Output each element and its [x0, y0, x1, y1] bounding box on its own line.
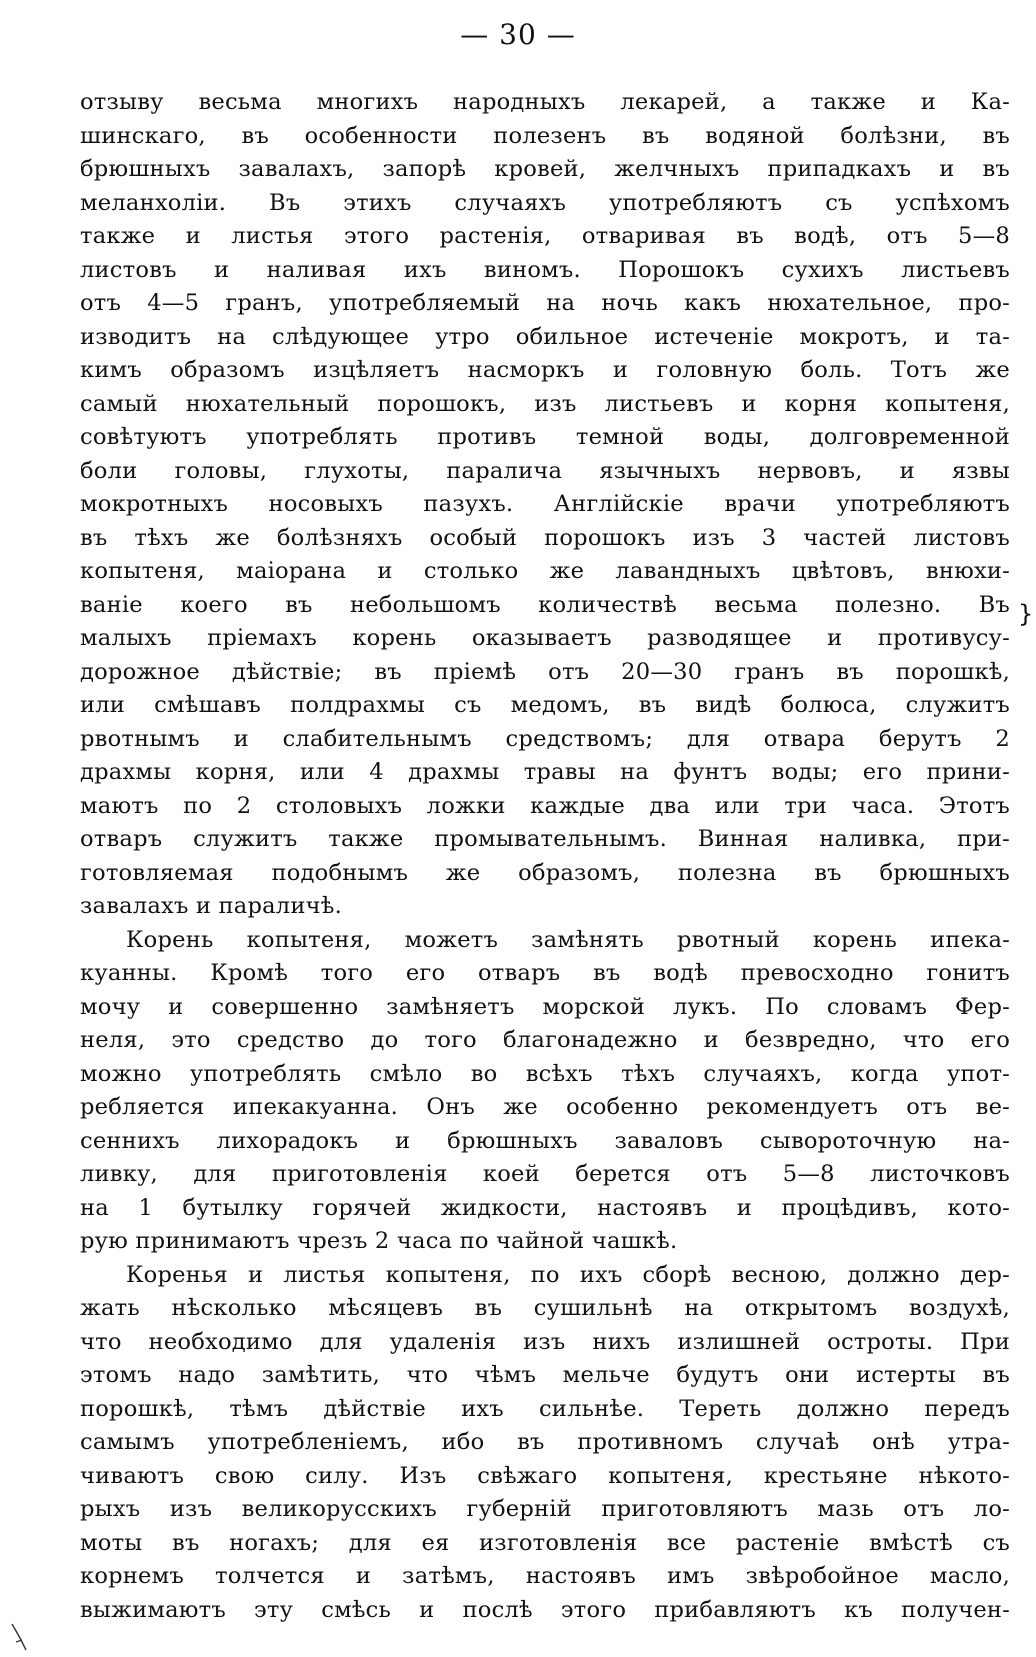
margin-bracket-mark: }	[1018, 600, 1034, 628]
text-line: ливку, для приготовленія коей берется отъ 5—8 листочковъ	[80, 1161, 1010, 1187]
text-line: порошкѣ, тѣмъ дѣйствіе ихъ сильнѣе. Тереть должно передъ	[80, 1395, 1010, 1422]
text-line: мокротныхъ носовыхъ пазухъ. Англійскіе врачи употребляютъ	[80, 491, 1010, 517]
text-line: драхмы корня, или 4 драхмы травы на фунтъ воды; его прини-	[80, 759, 1010, 785]
text-line: ребляется ипекакуанна. Онъ же особенно рекомендуетъ отъ ве-	[80, 1094, 1010, 1120]
text-line: рыхъ изъ великорусскихъ губерній приготовляютъ мазь отъ ло-	[80, 1496, 1010, 1522]
text-line: совѣтуютъ употреблять противъ темной воды, долговременной	[80, 424, 1010, 450]
text-line: на 1 бутылку горячей жидкости, настоявъ и процѣдивъ, кото-	[80, 1194, 1010, 1221]
text-line: въ тѣхъ же болѣзняхъ особый порошокъ изъ 3 частей листовъ	[80, 524, 1010, 551]
page-number: — 30 —	[460, 18, 576, 51]
text-line: Коренья и листья копытеня, по ихъ сборѣ весною, должно дер-	[126, 1261, 1010, 1288]
text-line: отъ 4—5 гранъ, употребляемый на ночь какъ нюхательное, про-	[80, 290, 1010, 316]
corner-scratch-mark	[10, 1622, 32, 1652]
text-line: корнемъ толчется и затѣмъ, настоявъ имъ звѣробойное масло,	[80, 1563, 1010, 1589]
text-line: жать нѣсколько мѣсяцевъ въ сушильнѣ на открытомъ воздухѣ,	[80, 1295, 1010, 1321]
text-line: отваръ служитъ также промывательнымъ. Винная наливка, при-	[80, 826, 1010, 852]
text-line: кимъ образомъ изцѣляетъ насморкъ и головную боль. Тотъ же	[80, 357, 1010, 383]
body-text	[80, 86, 1010, 1627]
text-line: самый нюхательный порошокъ, изъ листьевъ и корня копытеня,	[80, 390, 1010, 417]
text-line: рвотнымъ и слабительнымъ средствомъ; для отвара берутъ 2	[80, 725, 1010, 752]
text-line: отзыву весьма многихъ народныхъ лекарей, а также и Ка-	[80, 89, 1010, 115]
text-line: готовляемая подобнымъ же образомъ, полезна въ брюшныхъ	[80, 859, 1010, 886]
text-line: неля, это средство до того благонадежно и безвредно, что его	[80, 1027, 1010, 1053]
text-line: что необходимо для удаленія изъ нихъ излишней остроты. При	[80, 1328, 1010, 1355]
text-line: завалахъ и параличѣ.	[80, 893, 342, 919]
text-line: мочу и совершенно замѣняетъ морской лукъ. По словамъ Фер-	[80, 993, 1010, 1020]
text-line: моты въ ногахъ; для ея изготовленія все растеніе вмѣстѣ съ	[80, 1529, 1010, 1556]
text-line: брюшныхъ завалахъ, запорѣ кровей, желчныхъ припадкахъ и въ	[80, 156, 1010, 182]
text-line: этомъ надо замѣтить, что чѣмъ мельче будутъ они истерты въ	[80, 1362, 1010, 1388]
text-line: дорожное дѣйствіе; въ пріемѣ отъ 20—30 гранъ въ порошкѣ,	[80, 658, 1010, 685]
text-line: боли головы, глухоты, паралича язычныхъ нервовъ, и язвы	[80, 457, 1010, 484]
text-line: выжимаютъ эту смѣсь и послѣ этого прибавляютъ къ получен-	[80, 1596, 1010, 1623]
text-line: изводитъ на слѣдующее утро обильное истеченіе мокротъ, и та-	[80, 323, 1010, 350]
text-line: малыхъ пріемахъ корень оказываетъ разводящее и противусу-	[80, 625, 1010, 651]
text-line: или смѣшавъ полдрахмы съ медомъ, въ видѣ болюса, служитъ	[80, 692, 1010, 718]
text-line: маютъ по 2 столовыхъ ложки каждые два или три часа. Этотъ	[80, 792, 1010, 819]
text-line: листовъ и наливая ихъ виномъ. Порошокъ сухихъ листьевъ	[80, 256, 1010, 283]
text-line: меланхоліи. Въ этихъ случаяхъ употребляютъ съ успѣхомъ	[80, 189, 1010, 216]
text-line: копытеня, маіорана и столько же лавандныхъ цвѣтовъ, внюхи-	[80, 558, 1010, 584]
text-line: самымъ употребленіемъ, ибо въ противномъ случаѣ онѣ утра-	[80, 1429, 1010, 1455]
text-line: ваніе коего въ небольшомъ количествѣ весьма полезно. Въ	[80, 591, 1010, 618]
text-line: также и листья этого растенія, отваривая въ водѣ, отъ 5—8	[80, 223, 1010, 249]
text-line: сеннихъ лихорадокъ и брюшныхъ заваловъ сывороточную на-	[80, 1127, 1010, 1154]
text-line: Корень копытеня, можетъ замѣнять рвотный корень ипека-	[126, 926, 1010, 953]
text-line: рую принимаютъ чрезъ 2 часа по чайной чашкѣ.	[80, 1228, 678, 1254]
text-line: шинскаго, въ особенности полезенъ въ водяной болѣзни, въ	[80, 122, 1010, 149]
text-line: куанны. Кромѣ того его отваръ въ водѣ превосходно гонитъ	[80, 960, 1010, 986]
text-line: чиваютъ свою силу. Изъ свѣжаго копытеня, крестьяне нѣкото-	[80, 1462, 1010, 1489]
text-line: можно употреблять смѣло во всѣхъ тѣхъ случаяхъ, когда упот-	[80, 1060, 1010, 1087]
